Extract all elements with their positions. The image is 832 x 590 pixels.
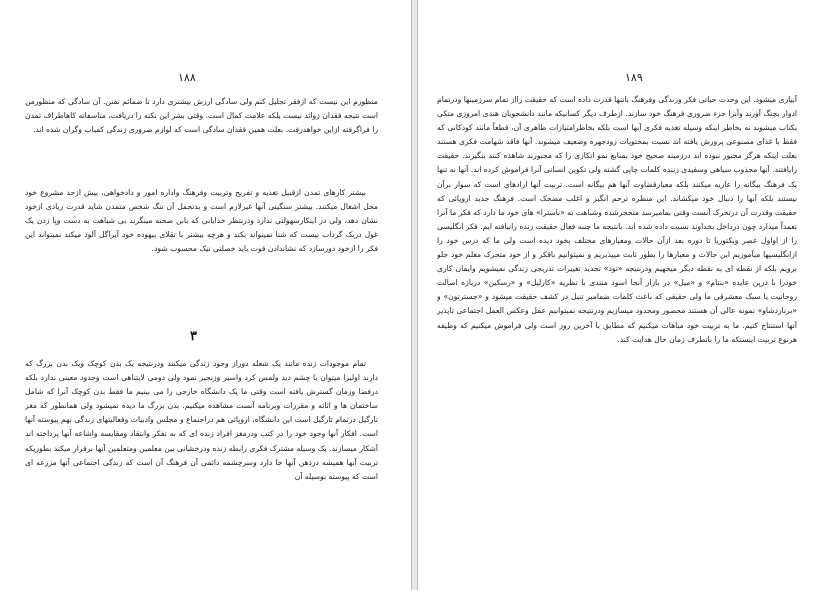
right-page-number: ۱۸۹ <box>625 71 643 84</box>
left-paragraph-3 <box>25 357 378 484</box>
left-paragraph-3-text: تمام موجودات زنده مانند یک شعله دوراز وجود زندگی میکنند ودرنتیجه یک بدن کوچک ویک بدن بزرگ که دارند اولیرا میتوان با چشم دید ولمس کرد واسیر وزنجیر نمود ولی دومی لایتناهی است وحدود معینی ندارد بلکه درفضا وزمان گسترش یافته است وقتی ما یک دانشگاه خارجی را می بینیم ما فقط بدن کوچک آنرا که شامل ساختمان ها و اثاثه و مقررات وبرنامه آنست مشاهده میکنیم. بدن بزرگ ما دیده نمیشود ولی همانطور که مغز تارگیل درتمام تارگیل است این دانشگاه، اروپائی هم دراجتماع و مجلس وادبیات وفعالیتهای زندگی بهم پیوسته آنها است. افکار آنها وجود خود را در کتب ودرمغز افراد زنده ای که به تفکر وانتقاد ومقایسه واشاعه آنها پرداخته اند آشکار میسازند. یک وسیله مشترک فکری رابطه زنده ودرخشانی بین معلمین ومتعلمین آنها برقرار میکند بطوریکه تربیت آنها همیشه درذهن آنها جا دارد وسرچشمه دائمی آن فرهنگ آن است که زندگی اجتماعی آنها مزرعه ای است که پیوسته بوسیله آن <box>25 359 378 481</box>
left-paragraph-2-text: بیشتر کارهای تمدن ازقبیل تغذیه و تفریح وتربیت وفرهنگ واداره امور و دادخواهی، بیش ازحد مشروع خود محل اشغال میکنند. بیشتر سنگینی آنها غیرلازم است و بدتحمل آن تنگ شخص متمدن شاید قدرت زیادی ازخود نشان دهد، ولی در اینکارسهولتی ندارد ودرنتظر خدایانی که بابن صحنه مینگرند بی شباهت به دست وپا زدن یک غول دریک گرداب نیست که شنا نمیتواند بکند و هرچه بیشتر با تقلای بیهوده خود آبراگل آلود میکند نمیتواند این فکر را ازخود دورسازد که نشاندادن قوت باید خصلتی نیک محسوب شود. <box>25 188 378 254</box>
left-paragraph-1-text: منظورم این نیست که ازفقر تجلیل کنم ولی سادگی ارزش بیشتری دارد تا ضمائم تفنن. آن سادگی که منظورمن است نتیجه فقدان زوائد نیست بلکه علامت کمال است. وقتی بشر این نکته را دریافت، متاسفانه کاهاطراف تمدن را فراگرفته ازاین خواهدرفت. بعلت همین فقدان سادگی است که لوازم ضروری زندگی کمیاب وگران شده اند. <box>25 97 378 135</box>
left-page-number: ۱۸۸ <box>178 71 196 84</box>
right-page-body <box>437 93 797 347</box>
right-page <box>417 0 832 590</box>
right-page-body-text: آبیاری میشود. این وحدت حیاتی فکر وزندگی وفرهنگ باتنها قدرت داده است که حقیقت رااز تمام سرزمینها ودرتمام ادوار بچنگ آورند وآنرا جزء ضروری فرهنگ خود سازند. ازطرف دیگر کسانیکه مانند دانشجویان هندی امروزی متکی بکتاب میشوند نه بخاطر اینکه وسیله تغذیه فکری آنها است بلکه بخاطرامتیازات ظاهری آن، قطعاً مانند کودکانی که فقط با غذای مصنوعی پرورش یافته اند نسبت بمحتویات زودجهره وضعیف میشوند. آنها فاقد شهامت فکری هستند بعلت اینکه هرگز مجبور نبوده اند درزمینه صحیح خود بمنابع نمو اتکازی را که مجبورند شاهده کنند بنگیزند. حقیقت رایافتند. آنها مجذوب سیاهی وسفیدی زننده کلمات چاپی گشته ولی تکوین انسانی آنرا فراموش کرده اند. آنها نه تنها یک فرهنگ بیگانه را عاریه میکنند بلکه معیارقضاوت آنها هم بیگانه است. تربیت آنها ارادهای است که سوار برآن نیستند بلکه آنها را دنبال خود میکشاند. این منظره ترحم انگیز و اغلب مضحک است. فرهنگ جدید اروپائی که حقیقت وقدرت آن درتحرک آنست وقتی بمامیرسد متحجرشده وشباهت به «ناسترا» های خود ما دارد که فکر ما آنرا تعمداً میدارد چون درداخل بخداوند نسبت داده شده اند. بانتیجه ما جنبه فعال حقیقت زنده رانیافته ایم. فکر انگلیسی را از اواول عصر ویکتوریا تا دوره بعد ازآن حالات ومعیارهای مختلف بخود دیده است ولی ما که درس خود را ازانگلیسیها میآموزیم این حالات و معیارها را بطور ثابت میپذیریم و نمیتوانیم باقکر و از خود متحرک معلم خود جلو برویم بلکه از نقطه ای به نقطه دیگر میجهیم ودرنتیجه «تود» تجدید تغییرات تدریجی زندگی نمیشویم وایمان کاری خودرا با درپن عایده «بنتام» و «میل» در بازار آنجا اسود منتدی با تظریه «کارلیل» و «رسکین» دربازه اصالت روحانیت یا سبک معشرقی ما ولی حقیقی که باعث کلمات ضمامیر تنیل در کشف حقیقت میشود و «جسترتون» و «برناردشاو» نمونه عالی آن هستند محصور ومحدود میسازیم ودرنتیجه نمیتوانیم عمل وعکس العمل اجتماعی تاپذیر آنها استنتاج کنیم. ما به تربیت خود مباهات میکنیم که مطابق با آخرین روز است ولی فراموش میکنیم که وظیفه هرنوع تربیت اینستکه ما را باتطرف زمان حال هدایت کند. <box>437 95 797 344</box>
section-number: ۳ <box>190 329 197 344</box>
left-paragraph-1 <box>25 95 378 137</box>
left-page <box>0 0 412 590</box>
left-paragraph-2 <box>25 186 378 256</box>
